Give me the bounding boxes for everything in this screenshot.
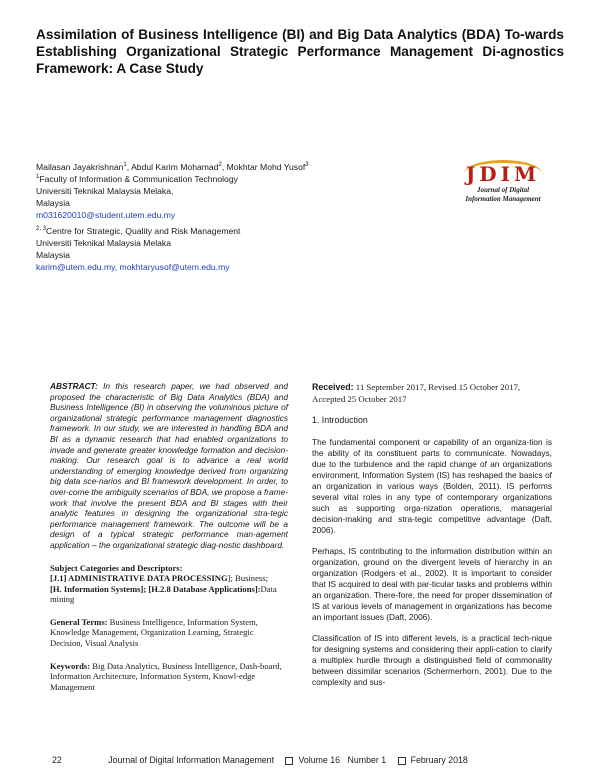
aff1-line2: Universiti Teknikal Malaysia Melaka,: [36, 185, 174, 196]
subjects-l2-bold: [H. Information Systems]; [H.2.8 Database Applications]:: [50, 583, 261, 594]
general-terms: [50, 617, 288, 649]
abstract-text: In this research paper, we had observed and proposed the characteristic of Big Data Analytics (BDA) and Business Intelligence (BI) in observing the voluminous picture of organizational strategic performance management diagnostics framework. In our study, we are interested in handling BDA and BI as a dynamic research that had enabled organizations to invade and generate greater knowledge formation and decision-making. Our research goal is to advance a real world understanding of emerging knowledge derived from organizing big data sce-narios and BI framework development. In order, to over-come the ambiguity scenarios of BDA, we propose a frame-work that involve the present BDA and BI stages with their analytic features in designing the organizational stra-tegic performance management framework. The outcome will be a design of a typical strategic performance man-agement application – the organizational strategic diag-nostic dashboard.: [50, 381, 288, 550]
general-terms-label: General Terms:: [50, 616, 108, 627]
logo-mark: JDIM: [465, 162, 541, 186]
aff2-line3: Malaysia: [36, 249, 70, 260]
section-heading-introduction: 1. Introduction: [312, 415, 368, 425]
keywords-text: Big Data Analytics, Business Intelligence, Dash-board, Information Architecture, Information System, Knowl-edge Management: [50, 660, 282, 692]
author-1-sup: 1: [123, 162, 127, 168]
subjects-heading: Subject Categories and Descriptors:: [50, 562, 183, 573]
subjects-l1-bold: [J.1] ADMINISTRATIVE DATA PROCESSING: [50, 573, 228, 584]
received-label: Received:: [312, 382, 354, 392]
subjects-l1-rest: ]; Business;: [227, 573, 268, 584]
journal-logo: [448, 160, 558, 212]
aff2-sup: 2, 3: [36, 226, 47, 232]
aff1-email-link[interactable]: m031620010@student.utem.edu.my: [36, 209, 176, 220]
aff2-line2: Universiti Teknikal Malaysia Melaka: [36, 237, 172, 248]
footer-journal: Journal of Digital Information Management: [108, 755, 275, 765]
footer-page-number: 22: [52, 755, 62, 765]
logo-caption-line2: Information Management: [465, 195, 541, 203]
subjects-l2-rest: Data mining: [50, 583, 277, 605]
keywords-label: Keywords:: [50, 660, 91, 671]
received-text: 11 September 2017, Revised 15 October 2017, Accepted 25 October 2017: [312, 382, 521, 404]
abstract-label: ABSTRACT:: [50, 381, 98, 391]
page-footer: [52, 755, 552, 765]
aff2-email-link[interactable]: karim@utem.edu.my, mokhtaryusof@utem.edu.my: [36, 261, 230, 272]
footer-volume: Volume 16: [298, 755, 341, 765]
paper-title: Assimilation of Business Intelligence (BI) and Big Data Analytics (BDA) To-wards Establishing Organizational Strategic Performance Management Di-agnostics Framework: A Case Study: [36, 27, 564, 76]
footer-square-icon: [285, 757, 293, 765]
author-3-sup: 3: [305, 162, 309, 168]
intro-paragraph-2: Perhaps, IS contributing to the information distribution within an organization, ground on the divergent levels of hierarchy in an organization (Rodgers et al., 2002). It is important to consider that IS acquired to deal with par-ticular tasks and problems within an organization. There-fore, the need for proper dissemination of IS at various levels of management in organizations has become an important issues (Daft, 2006).: [312, 546, 552, 622]
logo-caption: [448, 186, 558, 204]
logo-caption-line1: Journal of Digital: [476, 186, 530, 194]
footer-number: Number 1: [347, 755, 387, 765]
left-column: [50, 381, 288, 692]
right-column: [312, 381, 552, 698]
affiliation-2: [36, 223, 366, 273]
author-3: , Mokhtar Mohd Yusof: [221, 161, 306, 172]
keywords: [50, 661, 288, 693]
subject-categories: [50, 563, 288, 605]
aff1-line1: Faculty of Information & Communication Technology: [39, 173, 238, 184]
author-2: , Abdul Karim Mohamad: [126, 161, 219, 172]
footer-square-icon: [398, 757, 406, 765]
author-1: Mailasan Jayakrishnan: [36, 161, 124, 172]
intro-paragraph-1: The fundamental component or capability of an organiza-tion is the ability of its constituent parts to communicate. Nowadays, due to the turbulence and the rapid change of an organizations environment, Information System (IS) has reshaped the basics of an organization in various ways (Bolden, 2011). IS performs several vital roles in any type of contemporary organizations such as supporting orga-nization operations, managerial decision-making and stra-tegic competitive advantage (Daft, 2006).: [312, 437, 552, 535]
received-dates: [312, 381, 552, 405]
aff1-line3: Malaysia: [36, 197, 70, 208]
affiliation-1: [36, 171, 366, 221]
abstract: [50, 381, 288, 551]
intro-paragraph-3: Classification of IS into different levels, is a practical tech-nique for designing systems and considering their appli-cation to clarify a multiplex hurdle through a distinguished field of commonality between dissimilar scenarios (Schermerhorn, 2001). Due to the complexity and sus-: [312, 633, 552, 687]
footer-date: February 2018: [410, 755, 468, 765]
author-2-sup: 2: [218, 162, 222, 168]
aff2-line1: Centre for Strategic, Quality and Risk Management: [46, 225, 241, 236]
aff1-sup: 1: [36, 174, 40, 180]
general-terms-text: Business Intelligence, Information System, Knowledge Management, Organization Learning, Strategic Decision, Visual Analysis: [50, 616, 258, 649]
